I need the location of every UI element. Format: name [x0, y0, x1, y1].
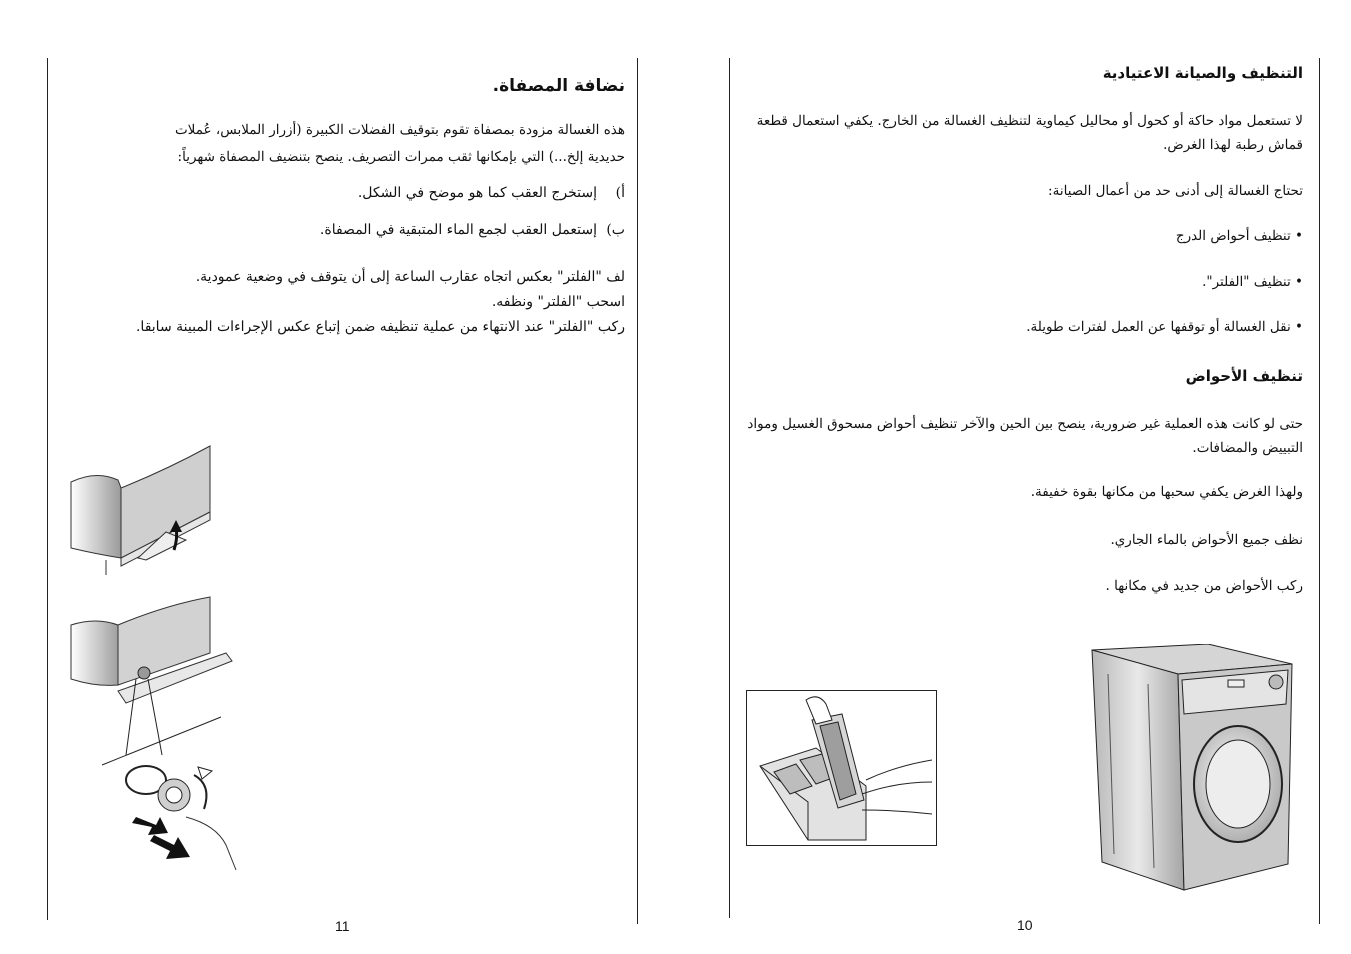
exterior-cleaning-warning: لا تستعمل مواد حاكة أو كحول أو محاليل كيماوية لتنظيف الغسالة من الخارج. يكفي استعمال قطعة قماش رطبة لهذا الغرض.	[756, 113, 1303, 153]
plinth-removal-illustration	[66, 440, 216, 580]
drawer-cleaning-illustration	[746, 690, 937, 846]
bullet-move-or-store: • نقل الغسالة أو توقفها عن العمل لفترات طويلة.	[1026, 319, 1303, 335]
right-page-number: 10	[1017, 917, 1033, 933]
step-b-text: إستعمل العقب لجمع الماء المتبقية في المصفاة.	[319, 222, 597, 238]
filter-removal-illustration	[66, 595, 246, 875]
filter-intro-line-1: هذه الغسالة مزودة بمصفاة تقوم بتوقيف الفضلات الكبيرة (أزرار الملابس، عُملات	[174, 122, 625, 138]
drawer-cleaning-para-2: ولهذا الغرض يكفي سحبها من مكانها بقوة خفيفة.	[1030, 484, 1303, 500]
maintenance-intro: تحتاج الغسالة إلى أدنى حد من أعمال الصيانة:	[1048, 183, 1303, 199]
right-page-inner-rule	[729, 58, 730, 918]
left-page-number: 11	[335, 918, 350, 934]
instruction-refit-filter: ركب "الفلتر" عند الانتهاء من عملية تنظيفه ضمن إتباع عكس الإجراءات المبينة سابقا.	[135, 319, 625, 335]
step-a	[358, 185, 625, 201]
step-b-label: ب)	[606, 222, 625, 238]
drawer-cleaning-para-3: نظف جميع الأحواض بالماء الجاري.	[1110, 532, 1303, 548]
left-page-outer-rule	[47, 58, 48, 920]
left-page-title: نضافة المصفاة.	[492, 76, 625, 96]
step-a-text: إستخرج العقب كما هو موضح في الشكل.	[357, 185, 597, 201]
instruction-turn-filter: لف "الفلتر" بعكس اتجاه عقارب الساعة إلى أن يتوقف في وضعية عمودية.	[195, 269, 625, 285]
bullet-clean-drawer: • تنظيف أحواض الدرج	[1176, 228, 1303, 244]
washing-machine-illustration	[1088, 644, 1298, 892]
drawer-cleaning-para-1: حتى لو كانت هذه العملية غير ضرورية، ينصح بين الحين والآخر تنظيف أحواض مسحوق الغسيل ومواد التبييض والمضافات.	[747, 416, 1303, 456]
left-page-inner-rule	[637, 58, 638, 924]
bullet-clean-filter: • تنظيف "الفلتر".	[1202, 274, 1303, 290]
drawer-cleaning-para-4: ركب الأحواض من جديد في مكانها .	[1105, 578, 1303, 594]
drawer-cleaning-subtitle: تنظيف الأحواض	[1185, 367, 1303, 385]
instruction-pull-filter: اسحب "الفلتر" ونظفه.	[491, 294, 625, 310]
step-a-label: أ)	[615, 185, 625, 201]
filter-intro-line-2: حديدية إلخ...) التي بإمكانها ثقب ممرات التصريف. ينصح بتنضيف المصفاة شهرياً:	[177, 149, 625, 165]
step-b	[320, 222, 625, 238]
right-page-outer-rule	[1319, 58, 1320, 924]
right-page-title: التنظيف والصيانة الاعتيادية	[1102, 64, 1303, 82]
